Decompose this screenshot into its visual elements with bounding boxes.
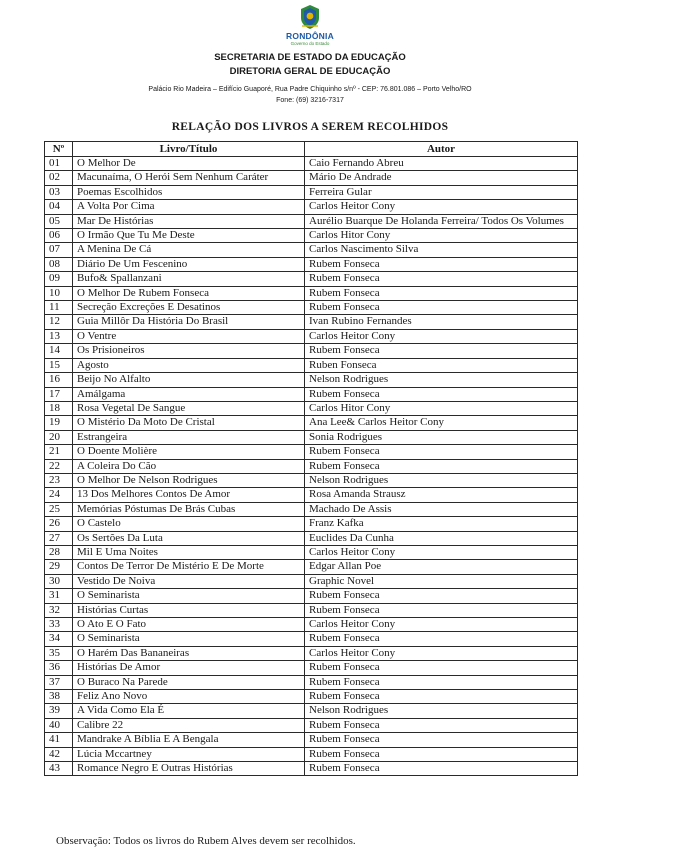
book-author: Rubem Fonseca xyxy=(305,747,578,761)
table-row xyxy=(45,315,578,329)
book-number: 10 xyxy=(45,286,73,300)
book-author: Carlos Heitor Cony xyxy=(305,200,578,214)
book-number: 42 xyxy=(45,747,73,761)
book-number: 12 xyxy=(45,315,73,329)
book-author: Edgar Allan Poe xyxy=(305,560,578,574)
book-title: Beijo No Alfalto xyxy=(73,373,305,387)
book-title: A Coleira Do Cão xyxy=(73,459,305,473)
book-title: Mar De Histórias xyxy=(73,214,305,228)
table-row xyxy=(45,171,578,185)
book-number: 23 xyxy=(45,473,73,487)
book-title: A Volta Por Cima xyxy=(73,200,305,214)
document-title: RELAÇÃO DOS LIVROS A SEREM RECOLHIDOS xyxy=(171,121,449,133)
book-number: 33 xyxy=(45,618,73,632)
book-author: Rubem Fonseca xyxy=(305,257,578,271)
book-title: Amálgama xyxy=(73,387,305,401)
book-title: Agosto xyxy=(73,358,305,372)
book-number: 08 xyxy=(45,257,73,271)
book-author: Nelson Rodrigues xyxy=(305,473,578,487)
table-row xyxy=(45,229,578,243)
table-row xyxy=(45,358,578,372)
book-number: 43 xyxy=(45,762,73,776)
book-title: O Irmão Que Tu Me Deste xyxy=(73,229,305,243)
table-row xyxy=(45,430,578,444)
book-author: Rosa Amanda Strausz xyxy=(305,488,578,502)
book-title: Lúcia Mccartney xyxy=(73,747,305,761)
books-table-body xyxy=(45,157,578,776)
book-title: Guia Millôr Da História Do Brasil xyxy=(73,315,305,329)
book-number: 36 xyxy=(45,661,73,675)
table-row xyxy=(45,545,578,559)
book-number: 28 xyxy=(45,545,73,559)
book-number: 03 xyxy=(45,185,73,199)
book-title: Rosa Vegetal De Sangue xyxy=(73,401,305,415)
book-author: Rubem Fonseca xyxy=(305,459,578,473)
books-table xyxy=(44,141,578,776)
book-author: Rubem Fonseca xyxy=(305,718,578,732)
table-row xyxy=(45,531,578,545)
book-title: O Mistério Da Moto De Cristal xyxy=(73,416,305,430)
table-row xyxy=(45,560,578,574)
book-number: 17 xyxy=(45,387,73,401)
phone-line: Fone: (69) 3216-7317 xyxy=(276,97,344,104)
book-author: Ivan Rubino Fernandes xyxy=(305,315,578,329)
book-author: Carlos Heitor Cony xyxy=(305,618,578,632)
book-number: 13 xyxy=(45,329,73,343)
table-row xyxy=(45,704,578,718)
book-author: Rubem Fonseca xyxy=(305,661,578,675)
book-number: 14 xyxy=(45,344,73,358)
book-title: Histórias Curtas xyxy=(73,603,305,617)
table-row xyxy=(45,675,578,689)
book-author: Rubem Fonseca xyxy=(305,445,578,459)
book-number: 34 xyxy=(45,632,73,646)
table-row xyxy=(45,401,578,415)
state-name: RONDÔNIA xyxy=(286,31,334,41)
book-number: 04 xyxy=(45,200,73,214)
book-number: 16 xyxy=(45,373,73,387)
book-number: 40 xyxy=(45,718,73,732)
book-author: Carlos Nascimento Silva xyxy=(305,243,578,257)
table-row xyxy=(45,618,578,632)
book-author: Aurélio Buarque De Holanda Ferreira/ Todos Os Volumes xyxy=(305,214,578,228)
book-author: Rubem Fonseca xyxy=(305,690,578,704)
book-title: O Harém Das Bananeiras xyxy=(73,646,305,660)
book-title: O Ato E O Fato xyxy=(73,618,305,632)
table-row xyxy=(45,690,578,704)
book-title: O Melhor De Rubem Fonseca xyxy=(73,286,305,300)
book-title: Estrangeira xyxy=(73,430,305,444)
observation-note: Observação: Todos os livros do Rubem Alves devem ser recolhidos. xyxy=(56,835,356,847)
book-number: 24 xyxy=(45,488,73,502)
book-author: Carlos Hitor Cony xyxy=(305,229,578,243)
book-number: 06 xyxy=(45,229,73,243)
table-row xyxy=(45,157,578,171)
book-title: Memórias Póstumas De Brás Cubas xyxy=(73,502,305,516)
book-author: Mário De Andrade xyxy=(305,171,578,185)
book-title: Histórias De Amor xyxy=(73,661,305,675)
book-title: Bufo& Spallanzani xyxy=(73,272,305,286)
book-author: Franz Kafka xyxy=(305,517,578,531)
book-author: Euclides Da Cunha xyxy=(305,531,578,545)
book-number: 01 xyxy=(45,157,73,171)
table-row xyxy=(45,574,578,588)
table-row xyxy=(45,344,578,358)
book-author: Rubem Fonseca xyxy=(305,632,578,646)
table-row xyxy=(45,257,578,271)
book-title: O Ventre xyxy=(73,329,305,343)
table-row xyxy=(45,661,578,675)
table-row xyxy=(45,762,578,776)
table-row xyxy=(45,301,578,315)
book-number: 05 xyxy=(45,214,73,228)
book-author: Rubem Fonseca xyxy=(305,286,578,300)
address-line: Palácio Rio Madeira – Edifício Guaporé, Rua Padre Chiquinho s/nº - CEP: 76.801.086 – Porto Velho/RO xyxy=(148,86,472,93)
book-number: 22 xyxy=(45,459,73,473)
book-number: 26 xyxy=(45,517,73,531)
table-row xyxy=(45,502,578,516)
book-author: Rubem Fonseca xyxy=(305,603,578,617)
book-number: 37 xyxy=(45,675,73,689)
book-number: 25 xyxy=(45,502,73,516)
table-row xyxy=(45,589,578,603)
book-title: 13 Dos Melhores Contos De Amor xyxy=(73,488,305,502)
book-title: Mil E Uma Noites xyxy=(73,545,305,559)
directorate-name: DIRETORIA GERAL DE EDUCAÇÃO xyxy=(229,66,391,77)
book-author: Rubem Fonseca xyxy=(305,301,578,315)
book-title: Poemas Escolhidos xyxy=(73,185,305,199)
book-author: Caio Fernando Abreu xyxy=(305,157,578,171)
table-row xyxy=(45,272,578,286)
book-author: Rubem Fonseca xyxy=(305,344,578,358)
book-author: Carlos Heitor Cony xyxy=(305,545,578,559)
table-row xyxy=(45,603,578,617)
book-title: Romance Negro E Outras Histórias xyxy=(73,762,305,776)
government-label: Governo do Estado xyxy=(290,41,330,46)
book-author: Ferreira Gular xyxy=(305,185,578,199)
book-number: 31 xyxy=(45,589,73,603)
book-title: Calibre 22 xyxy=(73,718,305,732)
book-number: 15 xyxy=(45,358,73,372)
book-author: Rubem Fonseca xyxy=(305,675,578,689)
book-title: O Melhor De Nelson Rodrigues xyxy=(73,473,305,487)
table-row xyxy=(45,747,578,761)
book-number: 11 xyxy=(45,301,73,315)
secretariat-name: SECRETARIA DE ESTADO DA EDUCAÇÃO xyxy=(214,52,406,63)
book-author: Rubem Fonseca xyxy=(305,762,578,776)
book-author: Ruben Fonseca xyxy=(305,358,578,372)
book-author: Rubem Fonseca xyxy=(305,589,578,603)
state-coat-of-arms-icon xyxy=(298,4,322,30)
book-title: O Doente Molière xyxy=(73,445,305,459)
book-number: 27 xyxy=(45,531,73,545)
book-number: 09 xyxy=(45,272,73,286)
header-title: Livro/Título xyxy=(73,142,305,157)
table-row xyxy=(45,387,578,401)
book-author: Carlos Heitor Cony xyxy=(305,329,578,343)
book-number: 19 xyxy=(45,416,73,430)
book-title: Feliz Ano Novo xyxy=(73,690,305,704)
book-title: Mandrake A Bíblia E A Bengala xyxy=(73,733,305,747)
table-row xyxy=(45,214,578,228)
book-number: 29 xyxy=(45,560,73,574)
book-number: 30 xyxy=(45,574,73,588)
table-row xyxy=(45,200,578,214)
book-number: 39 xyxy=(45,704,73,718)
book-title: Macunaíma, O Herói Sem Nenhum Caráter xyxy=(73,171,305,185)
table-row xyxy=(45,243,578,257)
table-row xyxy=(45,718,578,732)
book-author: Carlos Heitor Cony xyxy=(305,646,578,660)
book-title: Contos De Terror De Mistério E De Morte xyxy=(73,560,305,574)
book-title: A Vida Como Ela É xyxy=(73,704,305,718)
book-number: 02 xyxy=(45,171,73,185)
table-row xyxy=(45,733,578,747)
table-row xyxy=(45,646,578,660)
table-row xyxy=(45,329,578,343)
book-title: Vestido De Noiva xyxy=(73,574,305,588)
book-title: O Castelo xyxy=(73,517,305,531)
book-author: Rubem Fonseca xyxy=(305,733,578,747)
book-title: O Buraco Na Parede xyxy=(73,675,305,689)
book-author: Nelson Rodrigues xyxy=(305,373,578,387)
table-row xyxy=(45,632,578,646)
book-number: 07 xyxy=(45,243,73,257)
book-number: 38 xyxy=(45,690,73,704)
book-number: 35 xyxy=(45,646,73,660)
table-row xyxy=(45,185,578,199)
table-row xyxy=(45,459,578,473)
book-title: Diário De Um Fescenino xyxy=(73,257,305,271)
book-author: Rubem Fonseca xyxy=(305,387,578,401)
table-row xyxy=(45,473,578,487)
book-author: Graphic Novel xyxy=(305,574,578,588)
book-author: Carlos Hitor Cony xyxy=(305,401,578,415)
book-author: Machado De Assis xyxy=(305,502,578,516)
header-author: Autor xyxy=(305,142,578,157)
book-author: Ana Lee& Carlos Heitor Cony xyxy=(305,416,578,430)
table-row xyxy=(45,416,578,430)
book-author: Sonia Rodrigues xyxy=(305,430,578,444)
book-number: 32 xyxy=(45,603,73,617)
book-number: 21 xyxy=(45,445,73,459)
header-number: Nº xyxy=(45,142,73,157)
table-header-row xyxy=(45,142,578,157)
book-author: Rubem Fonseca xyxy=(305,272,578,286)
book-author: Nelson Rodrigues xyxy=(305,704,578,718)
letterhead xyxy=(0,4,620,106)
book-number: 20 xyxy=(45,430,73,444)
table-row xyxy=(45,445,578,459)
table-row xyxy=(45,373,578,387)
table-row xyxy=(45,286,578,300)
book-title: A Menina De Cá xyxy=(73,243,305,257)
book-title: Secreção Excreções E Desatinos xyxy=(73,301,305,315)
book-number: 41 xyxy=(45,733,73,747)
table-row xyxy=(45,488,578,502)
book-title: O Seminarista xyxy=(73,632,305,646)
book-title: O Seminarista xyxy=(73,589,305,603)
book-title: Os Prisioneiros xyxy=(73,344,305,358)
book-title: Os Sertões Da Luta xyxy=(73,531,305,545)
book-title: O Melhor De xyxy=(73,157,305,171)
book-number: 18 xyxy=(45,401,73,415)
table-row xyxy=(45,517,578,531)
